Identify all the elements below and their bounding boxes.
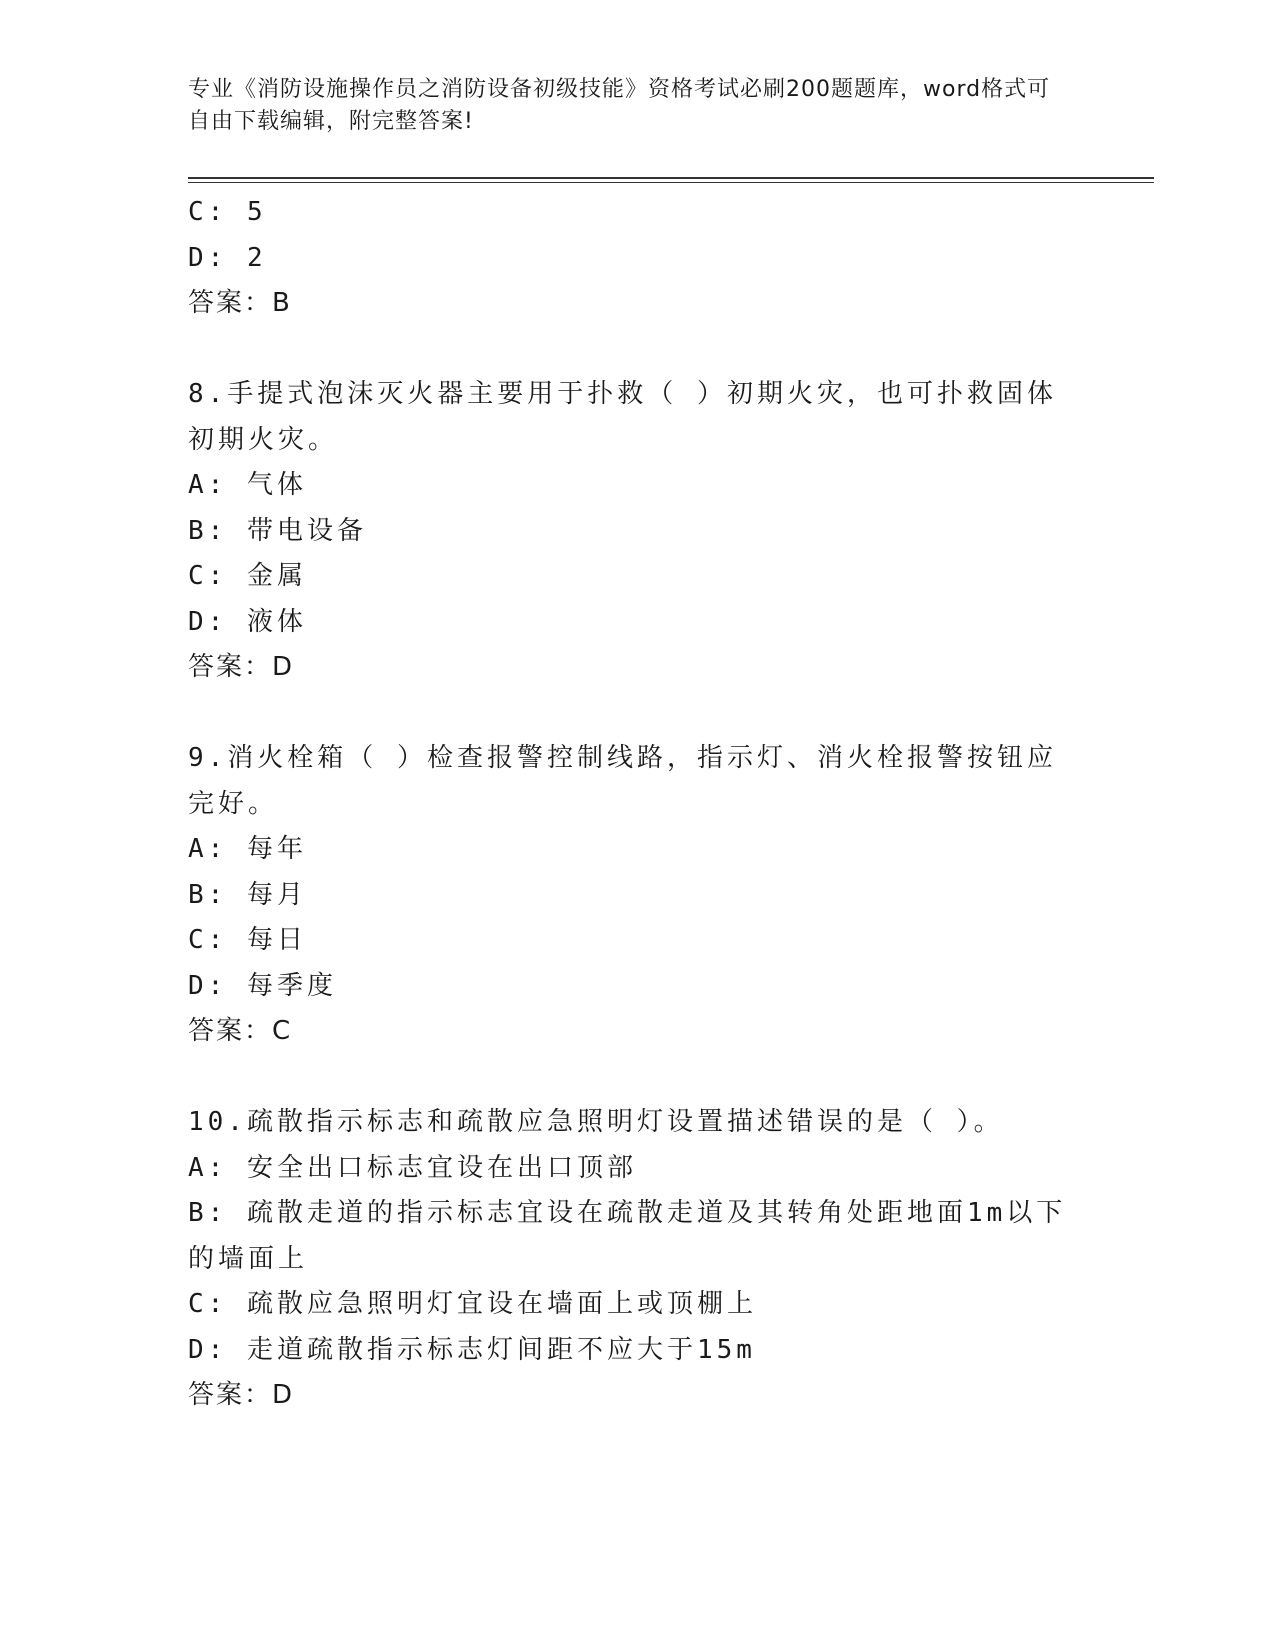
option-c: C: 5 xyxy=(188,197,267,227)
question-stem: 10.疏散指示标志和疏散应急照明灯设置描述错误的是（ ）。 xyxy=(188,1107,1004,1137)
option-c: C: 疏散应急照明灯宜设在墙面上或顶棚上 xyxy=(188,1289,757,1319)
option-d: D: 每季度 xyxy=(188,970,337,1001)
document-header: 专业《消防设施操作员之消防设备初级技能》资格考试必刷200题题库，word格式可自由下载编辑，附完整答案! xyxy=(188,77,1051,134)
answer-line: 答案：C xyxy=(188,1016,293,1046)
option-b: B: 疏散走道的指示标志宜设在疏散走道及其转角处距地面1m以下的墙面上 xyxy=(188,1198,1067,1274)
answer-line: 答案：D xyxy=(188,652,295,682)
option-c: C: 金属 xyxy=(188,561,307,591)
spacer xyxy=(188,1055,1068,1101)
header-rule-thin xyxy=(188,182,1154,183)
option-a: A: 每年 xyxy=(188,834,307,864)
answer-line: 答案：D xyxy=(188,1380,295,1410)
question-body xyxy=(188,190,1068,1419)
option-a: A: 气体 xyxy=(188,470,307,500)
option-d: D: 液体 xyxy=(188,606,307,637)
option-d: D: 2 xyxy=(188,242,267,273)
option-a: A: 安全出口标志宜设在出口顶部 xyxy=(188,1152,637,1183)
question-stem: 8.手提式泡沫灭火器主要用于扑救（ ）初期火灾，也可扑救固体初期火灾。 xyxy=(188,379,1057,455)
question-stem: 9.消火栓箱（ ）检查报警控制线路，指示灯、消火栓报警按钮应完好。 xyxy=(188,743,1057,819)
header-rule-thick xyxy=(188,177,1154,179)
answer-line: 答案：B xyxy=(188,288,292,318)
option-c: C: 每日 xyxy=(188,925,307,955)
option-b: B: 每月 xyxy=(188,879,307,910)
spacer xyxy=(188,691,1068,737)
option-d: D: 走道疏散指示标志灯间距不应大于15m xyxy=(188,1334,756,1365)
spacer xyxy=(188,327,1068,373)
option-b: B: 带电设备 xyxy=(188,515,367,546)
